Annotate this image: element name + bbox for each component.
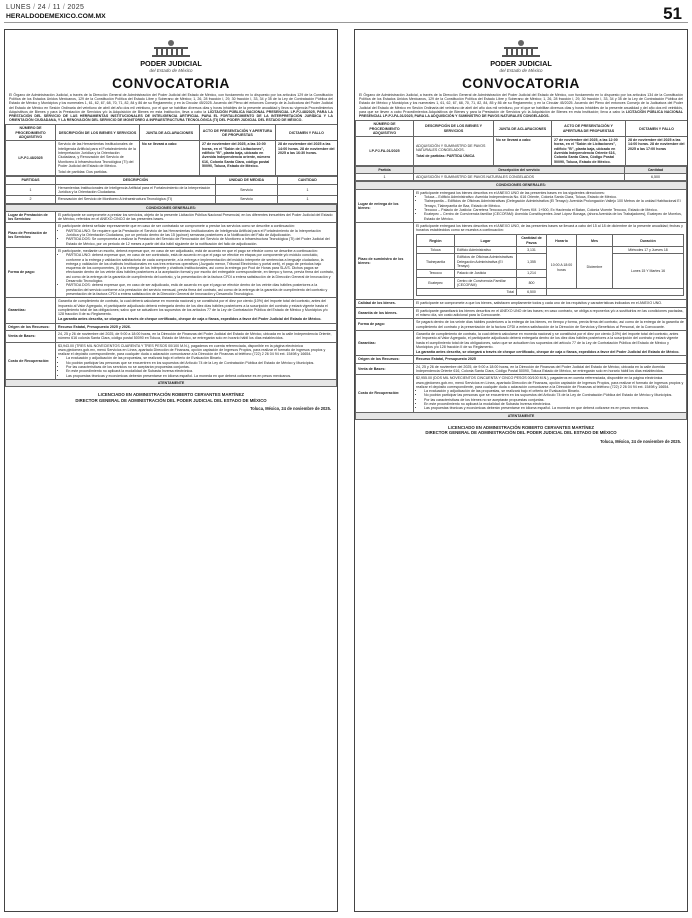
qty-cell: 1,355 — [517, 254, 547, 270]
notice-title: CONVOCATORIA — [462, 76, 580, 91]
costo-text: $3,943.00 (TRES MIL NOVECIENTOS CUARENTA Y TRES PESOS 00/100 M.N.), pagaderos en cuenta referenciada, disponible en la página electrónica www.pjedomex.gob.mx, menú Servicios en Línea, apartado Dirección de Finanzas, opción captación de Ingresos Propios, para realizar el formato de ingresos propios y realizar el depósito correspondiente, para cualquier duda o aclaración comunicarse a la Dirección de Finanzas al teléfono (722) 2 26 04 94 ext. 15498 y 16654. — [58, 343, 326, 357]
col-header: PARTIDAS — [6, 177, 56, 184]
col-header: NÚMERO DE PROCEDIMIENTO ADQUISITIVO — [356, 121, 414, 137]
col-header: DESCRIPCIÓN DE LOS BIENES Y SERVICIOS — [56, 125, 140, 141]
row-label: Forma de pago: — [6, 247, 56, 297]
delivery-schedule-table — [416, 234, 684, 296]
procedure-desc-text: Servicio de las Herramientas Institucionales de Inteligencia Artificial para el Fortalecimiento de la Interpretación Jurídica y la Orientación Ciudadana, y Renovación del Servicio de Monitoreo A Infraestructura Tecnológica (TI) del Poder Judicial del Estado de México. — [58, 142, 136, 168]
col-header: Mes — [577, 235, 613, 247]
col-header: Descripción del servicio — [414, 166, 625, 173]
intro-text: El Órgano de Administración Judicial, a través de la Dirección General de Administración del Poder Judicial del Estado de México, con fundamento en lo dispuesto por los artículos 129 de la Constitución Política de los Estados Unidos Mexicanos, 129 de la Constitución Política del Estado Libre y Soberano de México; 1, 26, 28 fracción I, 29, 30 fracción I, 33, 34 y 35 de la Ley de Contratación Pública del Estado de México y Municipios y los numerales 1, 61, 62, 67, 68, 70, 71, 82, 84 y 86 de su Reglamento; y en la Circular 45/2025. Acuerdo del Pleno del entonces Consejo de la Judicatura del Poder Judicial del Estado de México en Sesión Ordinaria del veintiuno de abril del año dos mil veintiuno, por el que se habilitan diversos días y horas inhábiles de la presente anualidad y lleva su vigencia Procedimientos Adquisitivos de Bienes y para la Prestación de Servicios y/o la Adquisición de Bienes en esta Institución, lleva a cabo la — [9, 93, 333, 114]
garantias-text: Garantía de cumplimiento de contrato, la cual deberá calcularse en moneda nacional y se constituirá por el diez por ciento (10%) del importe total del contrato, antes del impuesto al Valor Agregado, el participante adjudicado deberá entregarla dentro de los diez días hábiles posteriores a la suscripción del contrato y estará vigente hasta el cumplimiento total de las obligaciones; salvo que se actualicen los supuestos de los artículos 77 de la Ley de Contratación Pública del Estado de México y Municipios y/o 128 fracción II de su Reglamento. — [58, 299, 328, 317]
table-row — [417, 247, 684, 254]
date-m: 11 — [52, 4, 61, 11]
list-item: • No podrán participar las personas que se encuentren en los supuestos del Artículo 74 de la Ley de Contratación Pública del Estado de México y Municipios. — [424, 393, 684, 397]
partida-desc: Renovación del Servicio de Monitoreo A Infraestructura Tecnológica (TI) — [56, 196, 216, 203]
procedure-description — [56, 141, 140, 176]
court-seal-icon — [490, 38, 552, 58]
col-header: DICTAMEN Y FALLO — [626, 121, 688, 137]
lugar-cell — [414, 189, 687, 222]
page-number: 51 — [663, 4, 682, 23]
qty-cell: 3,131 — [517, 247, 547, 254]
list-item: • En este procedimiento no aplicará la modalidad de Subasta Inversa electrónica. — [66, 369, 334, 373]
region-cell: Ecatepec — [417, 277, 455, 289]
garantias-cell — [56, 298, 337, 323]
signer-name: LICENCIADO EN ADMINISTRACIÓN ROBERTO CERVANTES MARTÍNEZ — [448, 424, 594, 430]
right-notice — [354, 29, 688, 912]
col-header: JUNTA DE ACLARACIONES — [494, 121, 552, 137]
newspaper-header — [4, 3, 688, 23]
pago-intro: El participante, mediante un escrito, deberá expresar que, en caso de ser adjudicado, está de acuerdo en que el pago se efectúe como se describe a continuación: — [58, 248, 318, 253]
acto-presentacion: 27 de noviembre del 2025, a las 10:00 horas, en el "Salón de Licitaciones", edificio "B", planta baja, ubicado en Avenida Independencia oriente, número 616, Colonia Santa Clara, código postal 50090, Toluca, Estado de México. — [200, 141, 276, 176]
col-header: Región — [417, 235, 455, 247]
partida-desc: Herramientas Institucionales de Inteligencia Artificial para el Fortalecimiento de la Interpretación Jurídica y la Orientación Ciudadana. — [56, 184, 216, 196]
garantia-bienes-text: El participante garantizará los bienes descritos en el ANEXO UNO de las bases; en caso contrario, se obliga a reponerlos y/o a sustituirlos en las condiciones pactadas, el mismo día, sin costo adicional para la Convocante. — [414, 307, 687, 319]
garantias-cell — [414, 330, 687, 355]
place-date: Toluca, México, 24 de noviembre de 2025. — [600, 438, 681, 444]
intro-bold: LICITACIÓN PÚBLICA NACIONAL PRESENCIAL LP-PJ-FA-01/2025, PARA LA ADQUISICIÓN Y SUMINISTRO DE PAVOS NATURALES CONGELADOS. — [359, 109, 683, 119]
col-header: Cantidad — [625, 166, 687, 173]
duracion-cell: Lunes 15 Y Martes 16 — [613, 254, 684, 289]
procedure-total: Total de partidas: PARTIDA ÚNICA — [416, 154, 475, 159]
lugar-text: El participante se compromete a prestar los servicios, objeto de la presente Licitación Pública Nacional Presencial, en los diferentes inmuebles del Poder Judicial del Estado de México, referidos en el ANEXO CINCO de las presentes bases. — [56, 211, 337, 223]
list-item: • Ecatepec – Centro de Convivencia familiar (CECOFAM): Avenida Constituyentes José López Bonaga, (ahora Avenida de los Trabajadores), Ecatepec de Morelos, Estado de México. — [424, 212, 684, 221]
row-label: Origen de los Recursos: — [356, 356, 414, 363]
court-seal-icon — [140, 38, 202, 58]
pago-text: Se pagará dentro de los veinte días hábiles posteriores a la entrega de los bienes, en tiempo y forma, previa firma del contrato, así como de la entrega de la garantía de cumplimiento del contrato y la presentación de la factura CFDI a entera satisfacción de la Dirección de Servicios y Beneficios al Personal, de la Convocante. — [414, 319, 687, 331]
table-row — [6, 184, 338, 196]
intro-text: El Órgano de Administración Judicial, a través de la Dirección General de Administración del Poder Judicial del Estado de México, con fundamento en lo dispuesto por los artículos 134 de la Constitución Política de los Estados Unidos Mexicanos, 129 de la Constitución Política del Estado Libre y Soberano de México; 1, 26, 28 fracción I, 29, 30 fracción I, 33, 34 y 35 de la Ley de Contratación Pública del Estado de México y Municipios y los numerales 1, 61, 62, 67, 68, 70, 71, 82, 84, 85 y 86 de su Reglamento; y en la Circular 45/2025. Acuerdo del Pleno del entonces Consejo de la Judicatura del Poder Judicial del Estado de México en Sesión Ordinaria del veintiuno de abril del año dos mil veintiuno, por el que se habilitan diversos días y horas inhábiles de la presente anualidad y del año dos mil veintidós, para que se lleven a cabo Procedimientos Adquisitivos de Bienes y para la Prestación de Servicios y/o la Adquisición de Bienes en esta Institución; lleva a cabo la — [359, 93, 683, 114]
list-item: • PARTIDA UNO: Se requiere que la Prestación el Servicio de las Herramientas Institucionales de Inteligencia Artificial para el Fortalecimiento de la Interpretación Jurídica y la Orientación Ciudadana, por un periodo dentro de las 15 (quince) semanas posteriores a la Notificación del Fallo de Adjudicación. — [66, 229, 334, 238]
plazo-cell — [56, 223, 337, 247]
row-label: Garantías: — [6, 298, 56, 323]
list-item: • PARTIDA UNO: deberá expresar que, en caso de ser contratado, está de acuerdo en que el pago se efectúe en etapas por componente y/o módulo concluido, conforme a la entrega y validación satisfactoria de cada componente, a la entrega e implementación del módulo interprete de sentencias a lenguaje ciudadano, la entrega y validación de los chatbots Institucionales en sus tres entornos operativos (Juzgado menor, Tribunal Electrónico y portal web), el pago de periodos bajo esquema de los componentes, (i) a la entrega de los Intérprete y chatbots Institucionales, así como la entrega por Pool de Horas para SLA'S. Dichos pagos se efectuarán dentro de los veinte días hábiles posteriores a la aceptación formal y por escrito del entregable correspondiente, en tiempo y forma, previa firma del contrato, así como de la entrega de la garantía de cumplimiento del contrato, y la presentación de la factura CFDI a entera satisfacción de la Dirección General de Innovación y Desarrollo Tecnológico. — [66, 253, 334, 283]
col-header: JUNTA DE ACLARACIONES — [140, 125, 200, 141]
signer-role: DIRECTOR GENERAL DE ADMINISTRACIÓN DEL PODER JUDICIAL DEL ESTADO DE MÉXICO — [75, 397, 267, 403]
intro-paragraph — [5, 91, 337, 124]
col-header: NÚMERO DE PROCEDIMIENTO ADQUISITIVO — [6, 125, 56, 141]
row-label: Forma de pago: — [356, 319, 414, 331]
col-header: DICTAMEN Y FALLO — [276, 125, 338, 141]
conditions-title: CONDICIONES GENERALES: — [356, 182, 687, 189]
col-header: ACTO DE PRESENTACIÓN Y APERTURA DE PROPUESTAS — [200, 125, 276, 141]
lugar-cell: Edificio Administrativo — [455, 247, 517, 254]
venta-text: 24, 25 y 26 de noviembre del 2025, de 9:00 a 18:00 horas, en la Dirección de Finanzas del Poder Judicial del Estado de México, ubicada en la calle Avenida Independencia Oriente 616, Colonia Santa Clara, Código Postal 50090, Toluca Estado de México, se entregarán solo en horario hábil los días establecidos. — [414, 363, 687, 375]
table-row — [356, 174, 687, 181]
org-subtitle: del Estado de México — [149, 68, 193, 73]
row-label: Lugar de entrega de los bienes: — [356, 189, 414, 222]
conditions-table — [5, 204, 337, 388]
row-label: Costo de Recuperación: — [6, 342, 56, 379]
col-header: ACTO DE PRESENTACIÓN Y APERTURA DE PROPUESTAS — [552, 121, 626, 137]
signer-name: LICENCIADO EN ADMINISTRACIÓN ROBERTO CERVANTES MARTÍNEZ — [98, 392, 244, 398]
col-header: Lugar — [455, 235, 517, 247]
col-header: DESCRIPCIÓN DE LOS BIENES Y SERVICIOS — [414, 121, 494, 137]
partida-qty: 1 — [278, 196, 338, 203]
dictamen-fallo: 28 de noviembre del 2025 a las 14:00 horas. 28 de noviembre del 2025 a las 17:00 horas — [626, 137, 688, 166]
dictamen-fallo: 28 de noviembre del 2025 a las 14:00 horas. 28 de noviembre del 2025 a las 16:30 horas. — [276, 141, 338, 176]
procedure-description — [414, 137, 494, 166]
venta-text: 24, 25 y 26 de noviembre del 2025, de 9:00 a 18:00 horas, en la Dirección de Finanzas del Poder Judicial del Estado de México, ubicada en la calle Independencia Oriente, número 616 colonia Santa Clara, código postal 50090 en Toluca, Estado de México, se entregarán solo en horario hábil los días establecidos. — [56, 331, 337, 343]
signature-block — [5, 392, 337, 403]
row-label: Garantías: — [356, 330, 414, 355]
table-row — [417, 289, 684, 296]
org-name: PODER JUDICIAL — [140, 59, 202, 68]
notice-title: CONVOCATORIA — [112, 76, 230, 91]
row-label: Venta de Bases: — [6, 331, 56, 343]
row-label: Garantía de los bienes. — [356, 307, 414, 319]
calidad-text: El participante se compromete a que los bienes, satisfacen ampliamente todos y cada uno de los requisitos y características indicados en el ANEXO UNO. — [414, 300, 687, 307]
garantias-text: Garantía de cumplimiento de contrato, la cual deberá calcularse en moneda nacional y se constituirá por el diez por ciento (10%) del importe total del contrato, antes del Impuesto al Valor Agregado, el participante adjudicado deberá entregarla dentro de los diez días hábiles posteriores a la suscripción del contrato y estará vigente hasta el cumplimiento total de las obligaciones, salvo que se actualicen los supuestos del artículo 77 de la Ley de Contratación Pública del Estado de México y Municipios y/o 128 fracción II de su Reglamento. — [416, 331, 679, 349]
partidas-table — [5, 176, 338, 203]
row-label: Plazo de suministro de los bienes: — [356, 222, 414, 300]
pago-cell — [56, 247, 337, 297]
lugar-cell: Centro de Convivencia Familiar (CECOFAM) — [455, 277, 517, 289]
duracion-cell: Miércoles 17 y Jueves 18 — [613, 247, 684, 254]
table-row — [6, 196, 338, 203]
partida-unit: Servicio — [216, 184, 278, 196]
horario-cell: 10:00 A 18:00 horas — [547, 247, 577, 289]
region-cell: Texcoco — [417, 270, 455, 277]
costo-cell — [414, 375, 687, 412]
lugar-cell: Edificios de Oficinas Administrativas Delegación Administrativa (El Tenayo) — [455, 254, 517, 270]
date-d: 24 — [37, 4, 46, 11]
partida-number: 1 — [6, 184, 56, 196]
procedure-table — [5, 124, 338, 176]
plazo-cell — [414, 222, 687, 300]
col-header: UNIDAD DE MEDIDA — [216, 177, 278, 184]
row-label: Origen de los Recursos: — [6, 323, 56, 330]
partida-number: 2 — [6, 196, 56, 203]
partida-qty: 6,500 — [625, 174, 687, 181]
intro-paragraph — [355, 91, 687, 120]
costo-cell — [56, 342, 337, 379]
list-item: • Tlalnepantla – Edificios de Oficinas Administrativas (Delegación Administrativa (El Tenayo): Avenida Prolongación Vallejo 100 Metros de la unidad Habitacional El Tenayo, Tlalnepantla de Baz, Estado de México. — [424, 199, 684, 208]
origen-text: Recurso Estatal, Presupuesto 2025 — [414, 356, 687, 363]
notice-head — [355, 38, 687, 91]
partida-number: 1 — [356, 174, 414, 181]
org-subtitle: del Estado de México — [499, 68, 543, 73]
org-name: PODER JUDICIAL — [490, 59, 552, 68]
list-item: • PARTIDA DOS: Se comprometa a realizar la Prestación del Servicio de Renovación del Servicio de Monitoreo a Infraestructura Tecnológica (TI) del Poder Judicial del Estado de México, por un periodo de 12 meses a partir del día hábil siguiente de la notificación del fallo de adjudicación. — [66, 237, 334, 246]
procedure-number: LP-PJ-48/2025 — [6, 141, 56, 176]
list-item: • Las propuestas técnicas y económicas deberán presentarse en idioma español. La moneda en que deberá cotizarse es en pesos mexicanos. — [424, 406, 684, 410]
partida-desc: ADQUISICIÓN Y SUMINISTRO DE PAVOS NATURALES CONGELADOS — [414, 174, 625, 181]
conditions-title: CONDICIONES GENERALES: — [6, 204, 337, 211]
row-label: Venta de Bases: — [356, 363, 414, 375]
list-item: • Por las características de los servicios no se aceptarán propuestas conjuntas. — [66, 365, 334, 369]
procedure-table — [355, 120, 688, 166]
list-item: • En este procedimiento no aplicará la modalidad de Subasta Inversa electrónica. — [424, 402, 684, 406]
list-item: • La evaluación y adjudicación de las propuestas, se realizará bajo el criterio de Evaluación Binario. — [424, 389, 684, 393]
signature-block — [355, 425, 687, 436]
col-header: Horario — [547, 235, 577, 247]
list-item: • PARTIDA DOS: deberá expresar que, en caso de ser adjudicado, está de acuerdo en que el pago se efectúe dentro de los veinte días hábiles posteriores a la prestación del servicio conforme a la prestación del servicio mensual, previa firma del contrato, así como de la entrega de la garantía de cumplimiento del contrato y presentación de la factura CFDI a entera satisfacción de la Dirección General de Innovación y Desarrollo Tecnológico. — [66, 283, 334, 296]
partida-unit: Servicio — [216, 196, 278, 203]
list-item: • No podrán participar las personas que se encuentren en los supuestos del Artículo 74 de la Ley de Contratación Pública del Estado de México y Municipios. — [66, 361, 334, 365]
list-item: • Texcoco – Palacio de Justicia: Carretera Texcoco-molino de Flores KM. 1+500, Ex Hacienda el Batan, Colonia Vicente Texcoco, Estado de México. — [424, 208, 684, 212]
procedure-desc-text: ADQUISICIÓN Y SUMINISTRO DE PAVOS NATURALES CONGELADOS. — [416, 143, 486, 152]
partidas-table — [355, 166, 687, 182]
total-label: Total — [417, 289, 517, 296]
garantias-bold: La garantía antes descrita, se otorgará a través de cheque certificado, cheque de caja o fianza, expedidos a favor del Poder Judicial del Estado de México. — [416, 350, 680, 355]
list-item: • La evaluación y adjudicación de las propuestas, se realizará bajo el criterio de Evaluación Binario. — [66, 356, 334, 360]
lugar-cell: Palacio de Justicia — [455, 270, 517, 277]
mes-cell: Diciembre — [577, 247, 613, 289]
intro-bold: LICITACIÓN PÚBLICA NACIONAL PRESENCIAL LP-PJ-48/2025, PARA LA PRESTACIÓN DEL SERVICIO DE LAS HERRAMIENTAS INSTITUCIONALES DE INTELIGENCIA ARTIFICIAL PARA EL FORTALECIMIENTO DE LA INTERPRETACIÓN JURÍDICA Y LA ORIENTACIÓN CIUDADANA, Y LA RENOVACIÓN DEL SERVICIO DE MONITOREO A INFRAESTRUCTURA TECNOLÓGICA (TI) DEL PODER JUDICIAL DEL ESTADO DE MÉXICO. — [9, 109, 333, 123]
atentamente: ATENTAMENTE — [356, 412, 687, 419]
site-url: HERALDODEMEXICO.COM.MX — [6, 13, 106, 20]
qty-cell: 800 — [517, 277, 547, 289]
plazo-intro: El participante deberá señalar expresamente que en caso de ser contratado se compromete a prestar los servicios como se describe a continuación: — [58, 224, 295, 229]
qty-cell: 1,214 — [517, 270, 547, 277]
list-item: • Las propuestas técnicas y económicas deberán presentarse en idioma español. La moneda en que deberá cotizarse es en pesos mexicanos. — [66, 374, 334, 378]
conditions-table — [355, 181, 687, 419]
atentamente: ATENTAMENTE — [6, 379, 337, 386]
col-header: CANTIDAD — [278, 177, 338, 184]
list-item: • Por las características de los bienes no se aceptarán propuestas conjuntas. — [424, 398, 684, 402]
list-item: • Toluca – Edificio Administrativo: Avenida Independencia No. 616 Oriente, Colonia Santa Clara, Toluca, Estado de México. — [424, 195, 684, 199]
signer-role: DIRECTOR GENERAL DE ADMINISTRACIÓN DEL PODER JUDICIAL DEL ESTADO DE MÉXICO — [425, 430, 617, 436]
procedure-number: LP-PJ-FA-01/2025 — [356, 137, 414, 166]
region-cell: Toluca — [417, 247, 455, 254]
junta-aclaraciones: No se llevará a cabo — [140, 141, 200, 176]
plazo-intro: El participante entregará los bienes descritos en el ANEXO UNO, de las presentes bases se llevará a cabo del 15 al 18 de diciembre de la presente anualidad; fechas y horarios establecidos como se muestra a continuación: — [416, 223, 683, 233]
garantias-bold: La garantía antes descrita, se otorgará a través de cheque certificado, cheque de caja o fianza, expedidos a favor del Poder Judicial del Estado de México. — [58, 317, 322, 322]
junta-aclaraciones: No se llevará a cabo — [494, 137, 552, 166]
lugar-intro: El participante entregará los bienes descritos en el ANEXO UNO de las presentes bases en los siguientes direcciones: — [416, 190, 605, 195]
col-header: Cantidad de Pavos — [517, 235, 547, 247]
region-cell: Tlalnepantla — [417, 254, 455, 270]
row-label: Plazo de Prestación de los Servicios: — [6, 223, 56, 247]
date-y: 2025 — [67, 4, 85, 11]
issue-date: LUNES / 24 / 11 / 2025 — [6, 4, 85, 11]
date-day: LUNES — [6, 4, 31, 11]
col-header: Duración — [613, 235, 684, 247]
left-notice — [4, 29, 338, 912]
col-header: Partida — [356, 166, 414, 173]
row-label: Lugar de Prestación de los Servicios: — [6, 211, 56, 223]
total-value: 6,500 — [517, 289, 547, 296]
origen-text: Recurso Estatal, Presupuesto 2025 y 2026. — [56, 323, 337, 330]
col-header: DESCRIPCIÓN — [56, 177, 216, 184]
row-label: Calidad de los bienes. — [356, 300, 414, 307]
partida-qty: 1 — [278, 184, 338, 196]
row-label: Costo de Recuperación: — [356, 375, 414, 412]
procedure-total: Total de partidas: Dos partidas. — [58, 170, 108, 175]
place-date: Toluca, México, 24 de noviembre de 2025. — [250, 406, 331, 412]
notice-head — [5, 38, 337, 91]
acto-presentacion: 27 de noviembre del 2025, a las 12:00 horas, en el "Salón de Licitaciones", edificio "B", planta baja, ubicado en Avenida Independencia Oriente 616, Colonia Santa Clara, Código Postal 50090, Toluca, Estado de México. — [552, 137, 626, 166]
costo-text: $2,955.00 (DOS MIL NOVECIENTOS CINCUENTA Y CINCO PESOS 00/100 M.N.), pagaderos en cuenta referenciada, disponible en la página electrónica www.pjedomex.gob.mx, menú Servicios en Línea, apartado Dirección de Finanzas, opción captación de Ingresos Propios, para realizar el formato de ingresos propios y realizar el depósito correspondiente, para cualquier duda o aclaración comunicarse a la Dirección de Finanzas al teléfono (722) 2 26 04 94 ext. 15498 y 16654. — [416, 376, 684, 389]
